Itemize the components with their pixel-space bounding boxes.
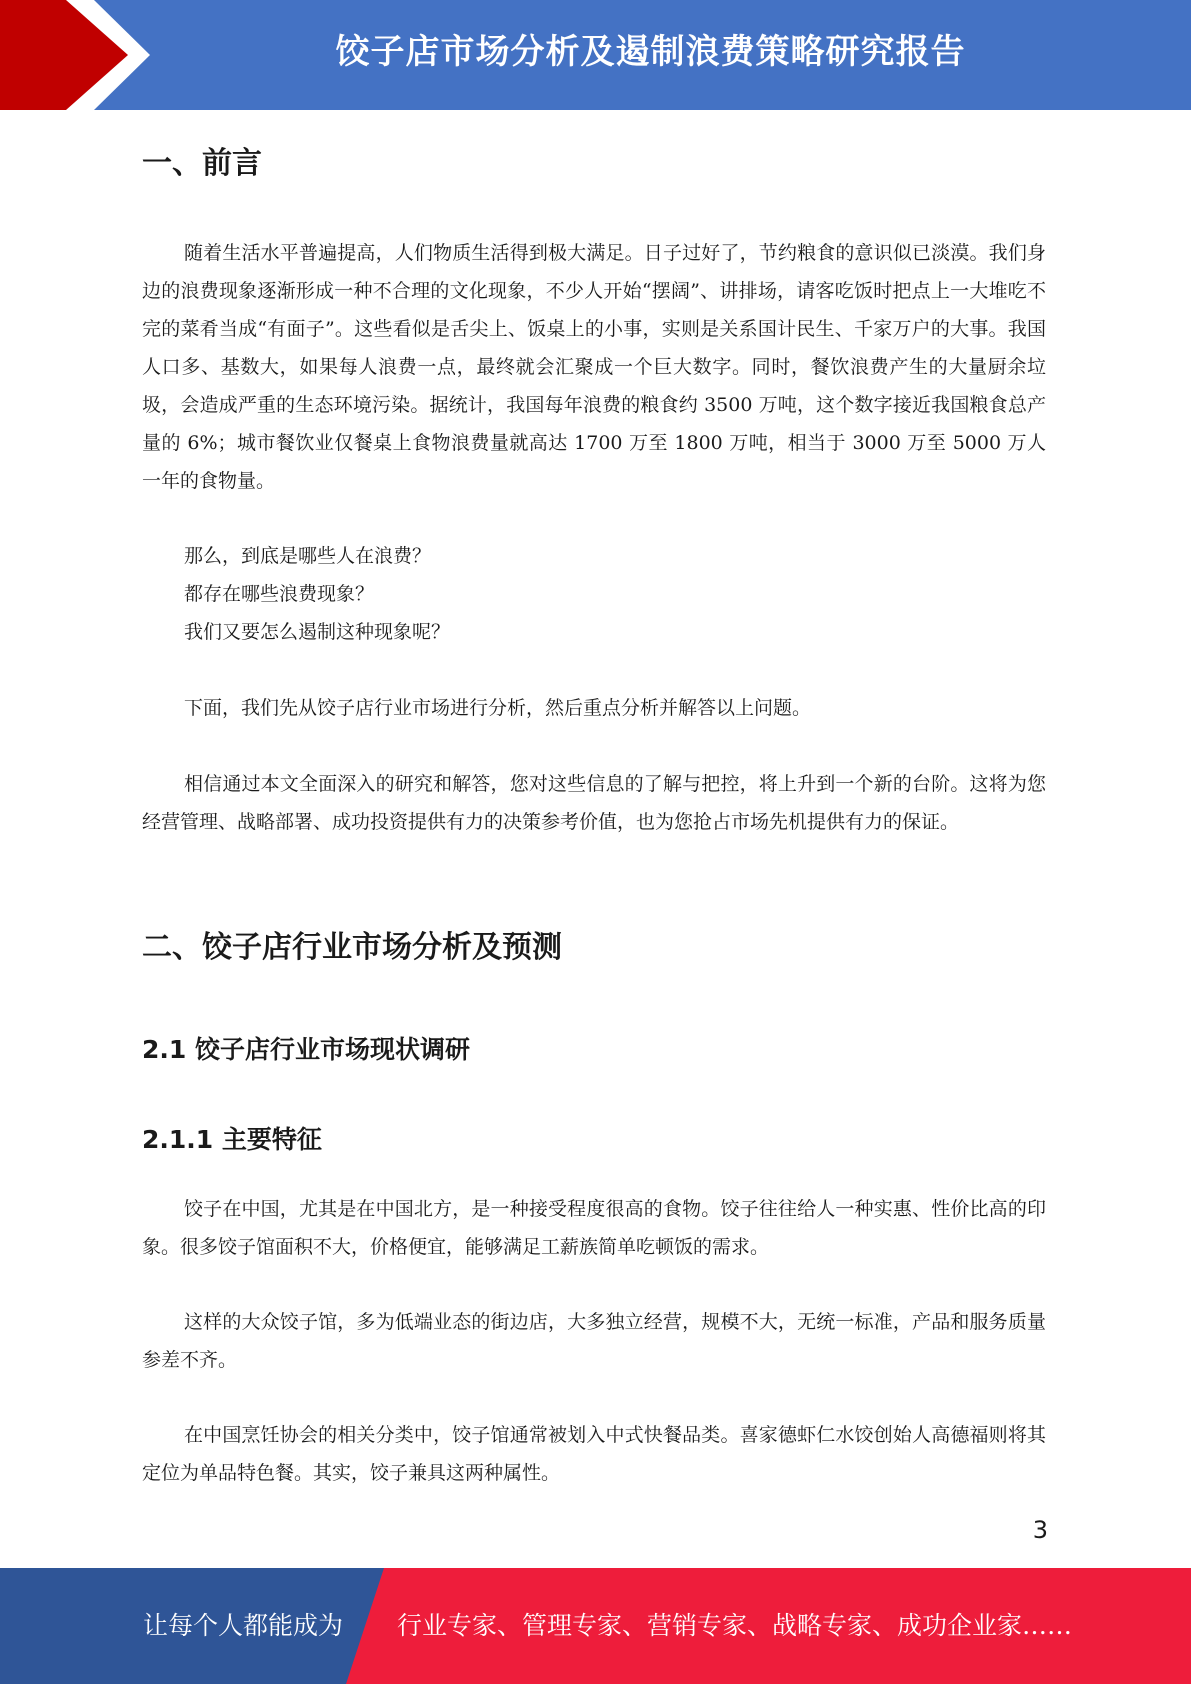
- paragraph-preface-3: 相信通过本文全面深入的研究和解答，您对这些信息的了解与把控，将上升到一个新的台阶。这将为您经营管理、战略部署、成功投资提供有力的决策参考价值，也为您抢占市场先机提供有力的保证。: [142, 773, 1046, 833]
- footer-slogan-right: 行业专家、管理专家、营销专家、战略专家、成功企业家……: [397, 1611, 1073, 1640]
- footer-slogan-left: 让每个人都能成为: [143, 1611, 344, 1640]
- question-3: 我们又要怎么遏制这种现象呢？: [184, 621, 451, 643]
- section-heading-market-analysis: 二、饺子店行业市场分析及预测: [142, 930, 562, 965]
- footer-banner: [0, 1568, 1191, 1684]
- section-heading-preface: 一、前言: [142, 146, 262, 181]
- paragraph-features-3: 在中国烹饪协会的相关分类中，饺子馆通常被划入中式快餐品类。喜家德虾仁水饺创始人高德福则将其定位为单品特色餐。其实，饺子兼具这两种属性。: [142, 1424, 1046, 1484]
- paragraph-features-2: 这样的大众饺子馆，多为低端业态的街边店，大多独立经营，规模不大，无统一标准，产品和服务质量参差不齐。: [142, 1311, 1046, 1371]
- paragraph-features-1: 饺子在中国，尤其是在中国北方，是一种接受程度很高的食物。饺子往往给人一种实惠、性价比高的印象。很多饺子馆面积不大，价格便宜，能够满足工薪族简单吃顿饭的需求。: [142, 1198, 1046, 1258]
- question-1: 那么，到底是哪些人在浪费？: [184, 545, 432, 567]
- header-banner: [0, 0, 1191, 110]
- question-2: 都存在哪些浪费现象？: [184, 583, 375, 605]
- subsection-heading-2-1: 2.1 饺子店行业市场现状调研: [142, 1035, 470, 1064]
- paragraph-preface-2: 下面，我们先从饺子店行业市场进行分析，然后重点分析并解答以上问题。: [184, 697, 812, 719]
- subsection-heading-2-1-1: 2.1.1 主要特征: [142, 1125, 322, 1154]
- document-title: 饺子店市场分析及遏制浪费策略研究报告: [335, 32, 966, 72]
- page-number: 3: [1032, 1516, 1048, 1544]
- paragraph-preface-1: 随着生活水平普遍提高，人们物质生活得到极大满足。日子过好了，节约粮食的意识似已淡漠。我们身边的浪费现象逐渐形成一种不合理的文化现象，不少人开始“摆阔”、讲排场，请客吃饭时把点上一大堆吃不完的菜肴当成“有面子”。这些看似是舌尖上、饭桌上的小事，实则是关系国计民生、千家万户的大事。我国人口多、基数大，如果每人浪费一点，最终就会汇聚成一个巨大数字。同时，餐饮浪费产生的大量厨余垃圾，会造成严重的生态环境污染。据统计，我国每年浪费的粮食约 3500 万吨，这个数字接近我国粮食总产量的 6%；城市餐饮业仅餐桌上食物浪费量就高达 1700 万至 1800 万吨，相当于 3000 万至 5000 万人一年的食物量。: [142, 242, 1046, 492]
